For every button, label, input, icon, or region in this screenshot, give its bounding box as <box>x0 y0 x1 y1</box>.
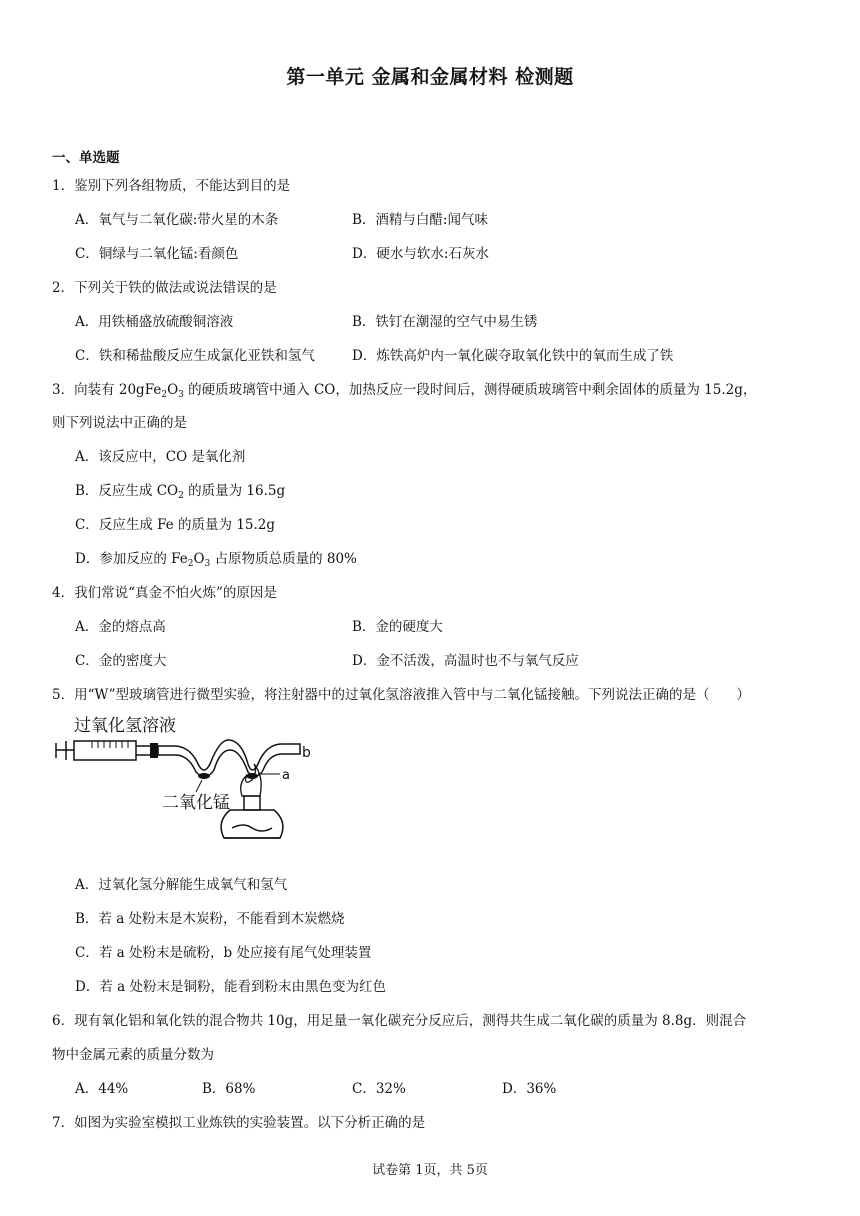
question-5-option-a: A．过氧化氢分解能生成氧气和氢气 <box>75 877 288 893</box>
question-4-stem: 4．我们常说“真金不怕火炼”的原因是 <box>52 585 277 601</box>
question-2-option-a: A．用铁桶盛放硫酸铜溶液 <box>75 314 234 330</box>
question-4-option-d: D．金不活泼，高温时也不与氧气反应 <box>352 653 579 669</box>
w-glass-tube <box>158 740 300 777</box>
figure-label-solution: 过氧化氢溶液 <box>74 716 176 736</box>
question-3-stem: 3．向装有 $20gFe_2O_3$ 的硬质玻璃管中通入 CO，加热反应一段时间后，测得硬质玻璃管中剩余固体的质量为 15.2g， <box>52 382 757 400</box>
question-2-option-b: B．铁钉在潮湿的空气中易生锈 <box>352 314 538 330</box>
question-6-stem-cont: 物中金属元素的质量分数为 <box>52 1047 214 1063</box>
question-2-option-d: D．炼铁高炉内一氧化碳夺取氧化铁中的氧而生成了铁 <box>352 348 674 364</box>
question-6-option-b: B．68% <box>202 1081 256 1097</box>
figure-label-b: b <box>302 745 311 761</box>
figure-label-mno2: 二氧化锰 <box>162 793 230 813</box>
page-title: 第一单元 金属和金属材料 检测题 <box>286 66 574 88</box>
question-6-option-c: C．32% <box>352 1081 406 1097</box>
question-7-stem: 7．如图为实验室模拟工业炼铁的实验装置。以下分析正确的是 <box>52 1115 426 1131</box>
question-4-option-a: A．金的熔点高 <box>75 619 166 635</box>
figure-label-a: a <box>282 768 290 783</box>
question-5-option-c: C．若 a 处粉末是硫粉，b 处应接有尾气处理装置 <box>75 945 372 961</box>
alcohol-lamp <box>221 796 283 838</box>
powder-a <box>246 773 258 779</box>
question-3-stem-cont: 则下列说法中正确的是 <box>52 415 187 431</box>
question-6-stem: 6．现有氧化铝和氧化铁的混合物共 10g，用足量一氧化碳充分反应后，测得共生成二氧化碳的质量为 8.8g．则混合 <box>52 1013 747 1029</box>
question-1-option-a: A．氧气与二氧化碳:带火星的木条 <box>75 212 279 228</box>
w-tube-apparatus-figure <box>52 710 332 845</box>
question-1-option-d: D．硬水与软水:石灰水 <box>352 246 489 262</box>
question-3-option-b: B．反应生成 $CO_2$ 的质量为 16.5g <box>75 483 286 501</box>
question-5-option-b: B．若 a 处粉末是木炭粉，不能看到木炭燃烧 <box>75 911 345 927</box>
question-1-option-b: B．酒精与白醋:闻气味 <box>352 212 488 228</box>
rubber-connector <box>150 743 158 758</box>
question-2-stem: 2．下列关于铁的做法或说法错误的是 <box>52 280 277 296</box>
question-1-option-c: C．铜绿与二氧化锰:看颜色 <box>75 246 239 262</box>
question-2-option-c: C．铁和稀盐酸反应生成氯化亚铁和氢气 <box>75 348 315 364</box>
question-6-option-d: D．36% <box>502 1081 557 1097</box>
question-5-stem: 5．用“W”型玻璃管进行微型实验，将注射器中的过氧化氢溶液推入管中与二氧化锰接触。下列说法正确的是（ ） <box>52 687 751 703</box>
question-5-option-d: D．若 a 处粉末是铜粉，能看到粉末由黑色变为红色 <box>75 979 386 995</box>
question-4-option-b: B．金的硬度大 <box>352 619 443 635</box>
syringe <box>56 741 150 760</box>
mno2-powder <box>198 773 210 779</box>
question-6-option-a: A．44% <box>75 1081 129 1097</box>
question-3-option-d: D．参加反应的 $Fe_2O_3$ 占原物质总质量的 80% <box>75 551 357 569</box>
page-footer: 试卷第 1页，共 5页 <box>372 1163 488 1178</box>
question-4-option-c: C．金的密度大 <box>75 653 167 669</box>
question-1-stem: 1．鉴别下列各组物质，不能达到目的是 <box>52 178 291 194</box>
section-heading: 一、单选题 <box>52 150 120 166</box>
question-3-option-c: C．反应生成 Fe 的质量为 15.2g <box>75 517 276 533</box>
question-3-option-a: A．该反应中，CO 是氧化剂 <box>75 449 246 465</box>
